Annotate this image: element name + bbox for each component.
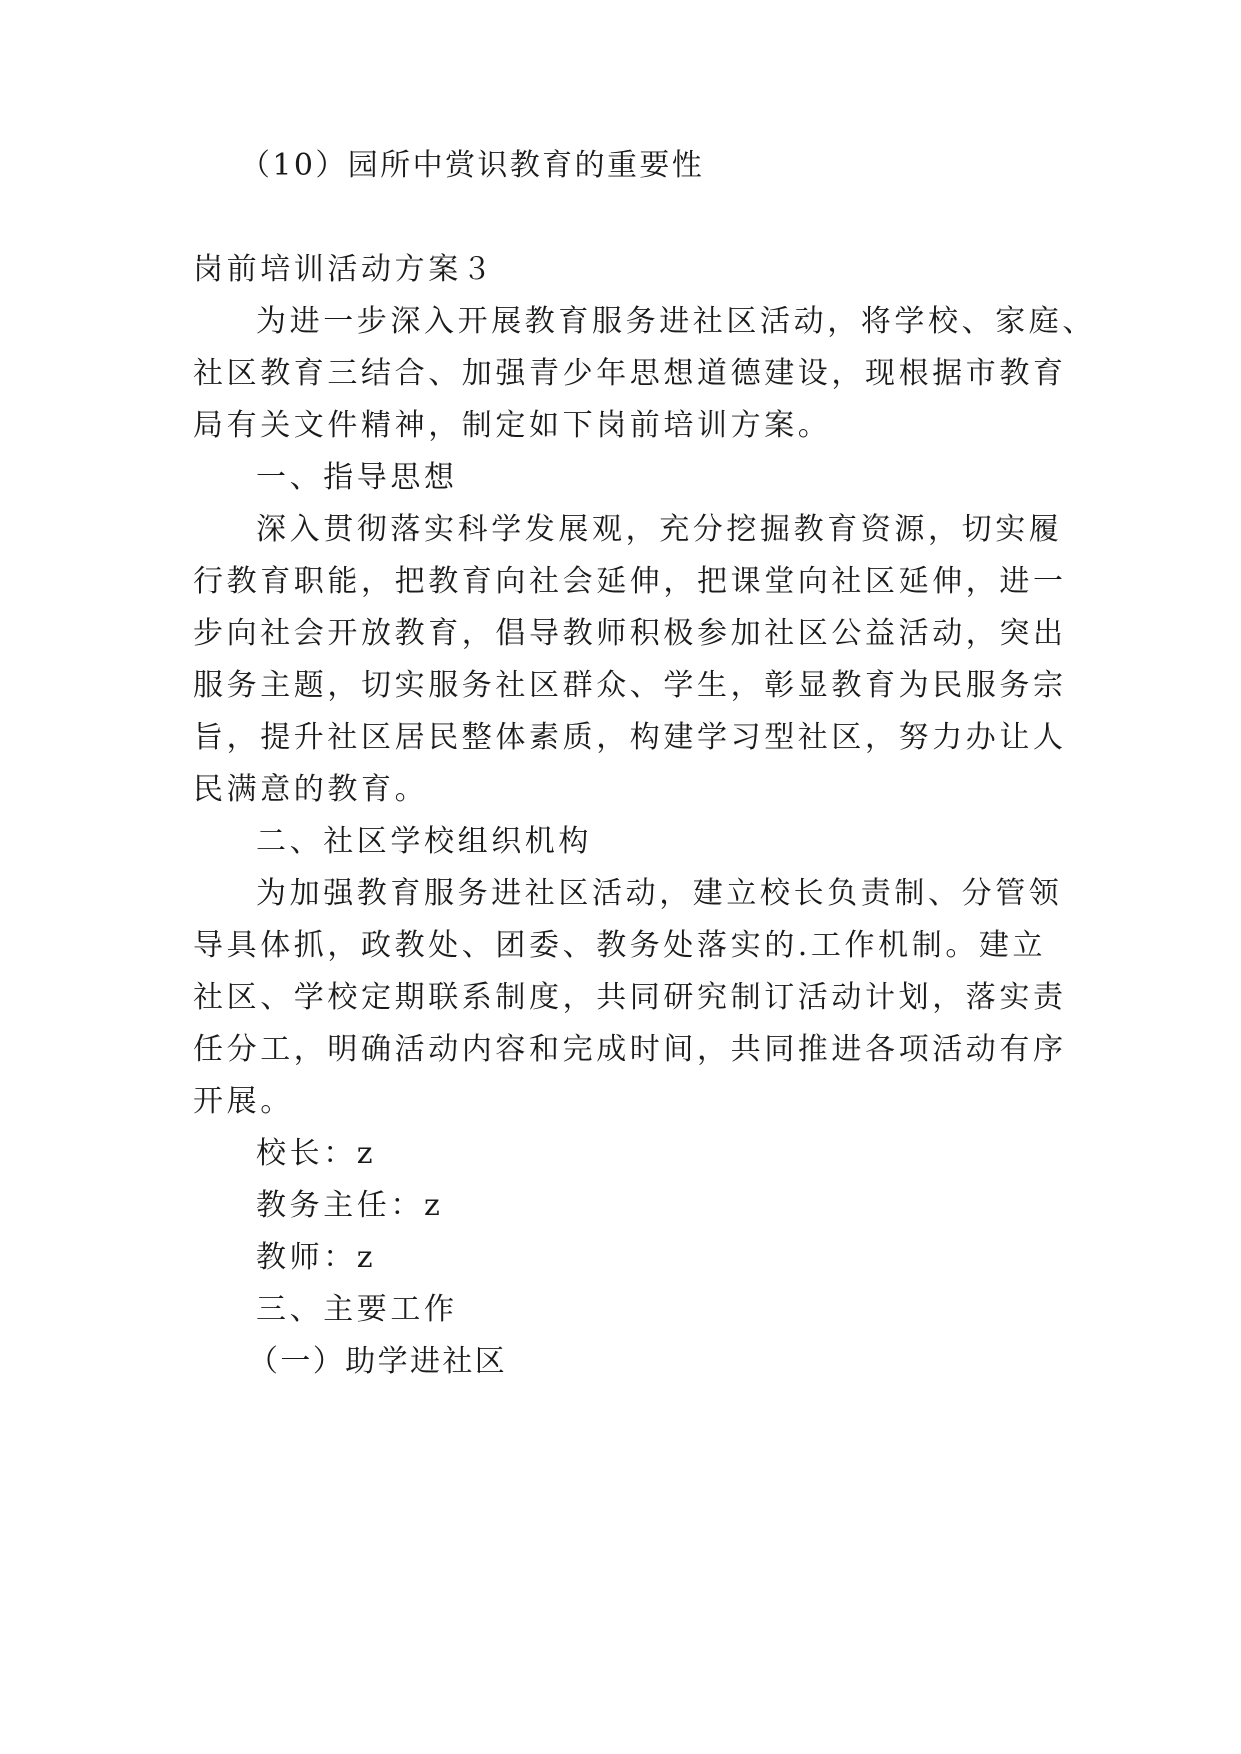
role-academic-director: 教务主任：z: [256, 1188, 444, 1223]
sub-heading-study-aid: （一）助学进社区: [248, 1344, 508, 1379]
paragraph-line: 民满意的教育。: [193, 772, 429, 807]
paragraph-line: 开展。: [193, 1084, 294, 1119]
heading-organization: 二、社区学校组织机构: [256, 824, 592, 859]
section-title: 岗前培训活动方案３: [193, 252, 496, 287]
paragraph-line: 步向社会开放教育，倡导教师积极参加社区公益活动，突出: [193, 616, 1067, 651]
paragraph-line: 社区、学校定期联系制度，共同研究制订活动计划，落实责: [193, 980, 1067, 1015]
heading-main-work: 三、主要工作: [256, 1292, 458, 1327]
list-item-10: （10）园所中赏识教育的重要性: [240, 148, 705, 183]
paragraph-line: 任分工，明确活动内容和完成时间，共同推进各项活动有序: [193, 1032, 1067, 1067]
paragraph-line: 为进一步深入开展教育服务进社区活动，将学校、家庭、: [256, 304, 1096, 339]
paragraph-line: 服务主题，切实服务社区群众、学生，彰显教育为民服务宗: [193, 668, 1067, 703]
heading-guiding-ideology: 一、指导思想: [256, 460, 458, 495]
paragraph-line: 导具体抓，政教处、团委、教务处落实的.工作机制。建立: [193, 928, 1047, 963]
role-teacher: 教师：z: [256, 1240, 377, 1275]
paragraph-line: 为加强教育服务进社区活动，建立校长负责制、分管领: [256, 876, 1063, 911]
paragraph-line: 旨，提升社区居民整体素质，构建学习型社区，努力办让人: [193, 720, 1067, 755]
paragraph-line: 社区教育三结合、加强青少年思想道德建设，现根据市教育: [193, 356, 1067, 391]
paragraph-line: 行教育职能，把教育向社会延伸，把课堂向社区延伸，进一: [193, 564, 1067, 599]
role-principal: 校长：z: [256, 1136, 377, 1171]
paragraph-line: 局有关文件精神，制定如下岗前培训方案。: [193, 408, 832, 443]
paragraph-line: 深入贯彻落实科学发展观，充分挖掘教育资源，切实履: [256, 512, 1063, 547]
